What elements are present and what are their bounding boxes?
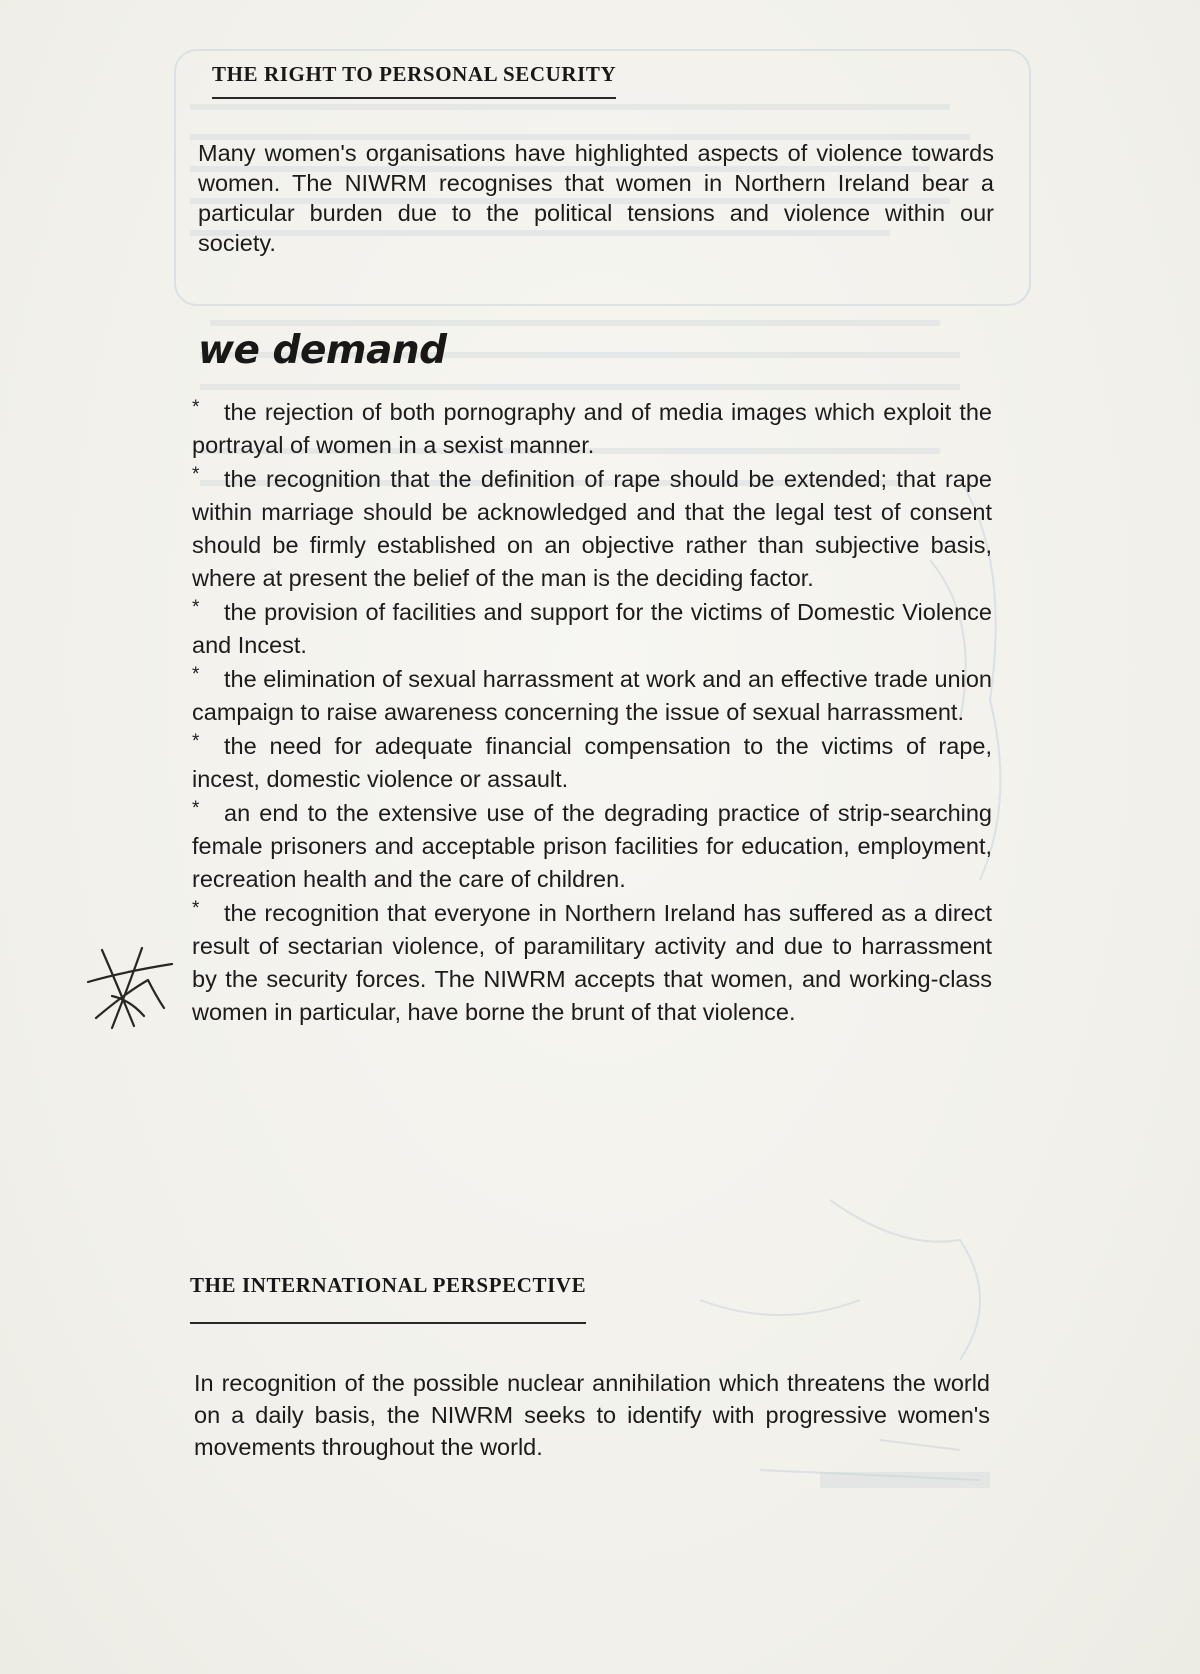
international-paragraph: In recognition of the possible nuclear annihilation which threatens the world on a daily basis, the NIWRM seeks to identify with progressive women's movements throughout the world. <box>194 1370 990 1460</box>
we-demand-title: we demand <box>198 328 447 373</box>
demand-text: an end to the extensive use of the degrading practice of strip-searching female prisoners and acceptable prison facilities for education, employment, recreation health and the care of children. <box>192 800 992 892</box>
demand-text: the recognition that everyone in Northern Ireland has suffered as a direct result of sectarian violence, of paramilitary activity and due to harrassment by the security forces. The NIWRM accepts that women, and working-class women in particular, have borne the brunt of that violence. <box>192 900 992 1025</box>
demand-item <box>192 730 992 796</box>
demand-text: the recognition that the definition of rape should be extended; that rape within marriage should be acknowledged and that the legal test of consent should be firmly established on an objective rather than subjective basis, where at present the belief of the man is the deciding factor. <box>192 466 992 591</box>
bullet-asterisk: * <box>192 397 200 418</box>
section-heading-international-perspective: THE INTERNATIONAL PERSPECTIVE <box>190 1273 586 1324</box>
bullet-asterisk: * <box>192 597 200 618</box>
demand-item <box>192 797 992 896</box>
demand-item <box>192 897 992 1029</box>
demand-text: the need for adequate financial compensation to the victims of rape, incest, domestic violence or assault. <box>192 733 992 792</box>
bullet-asterisk: * <box>192 731 200 752</box>
intro-paragraph: Many women's organisations have highlighted aspects of violence towards women. The NIWRM recognises that women in Northern Ireland bear a particular burden due to the political tensions and violence within our society. <box>198 140 994 256</box>
section-heading-personal-security: THE RIGHT TO PERSONAL SECURITY <box>212 62 616 99</box>
bullet-asterisk: * <box>192 664 200 685</box>
demand-text: the rejection of both pornography and of media images which exploit the portrayal of women in a sexist manner. <box>192 399 992 458</box>
handwritten-star-mark <box>82 942 174 1032</box>
bullet-asterisk: * <box>192 898 200 919</box>
bullet-asterisk: * <box>192 798 200 819</box>
demand-item <box>192 396 992 462</box>
demand-list <box>192 396 992 1030</box>
demand-text: the elimination of sexual harrassment at work and an effective trade union campaign to raise awareness concerning the issue of sexual harrassment. <box>192 666 992 725</box>
demand-item <box>192 463 992 595</box>
demand-item <box>192 663 992 729</box>
demand-text: the provision of facilities and support for the victims of Domestic Violence and Incest. <box>192 599 992 658</box>
bullet-asterisk: * <box>192 464 200 485</box>
demand-item <box>192 596 992 662</box>
